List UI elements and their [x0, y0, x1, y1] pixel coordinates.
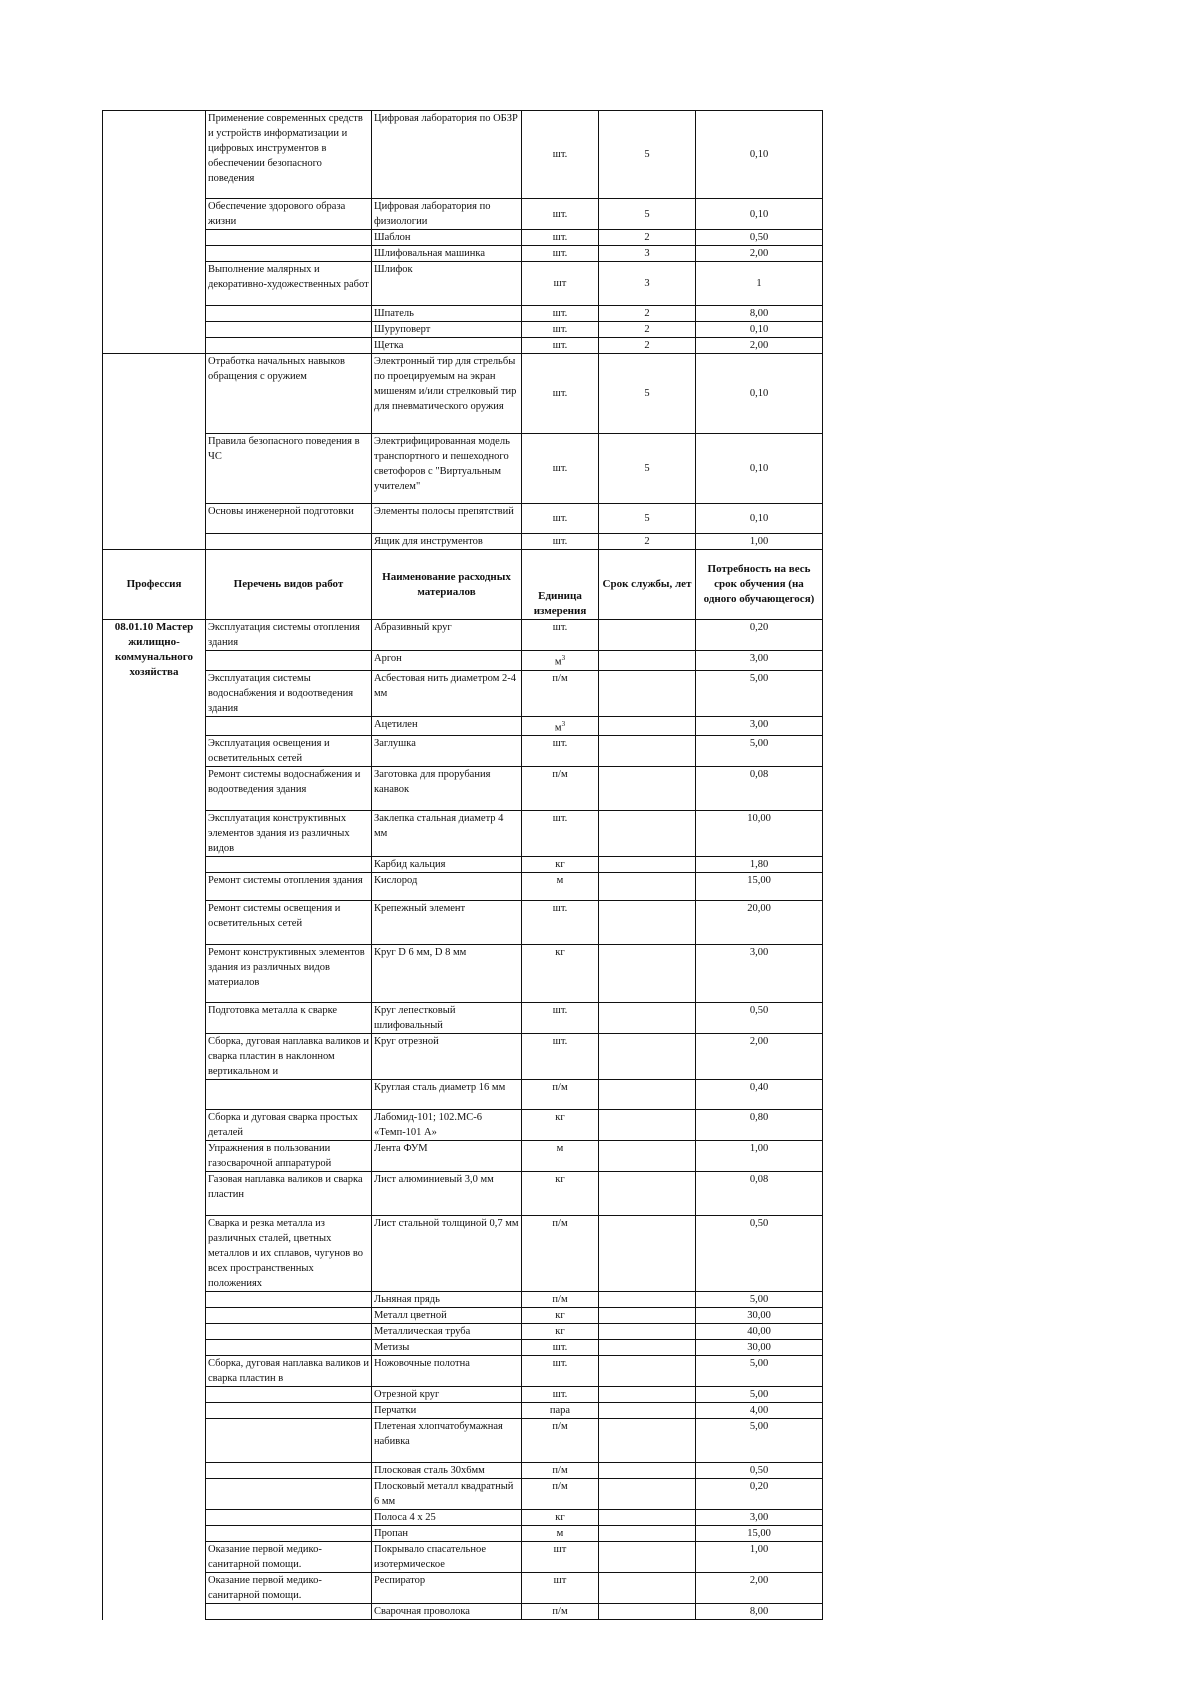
material-cell: Шлифок [372, 262, 522, 306]
unit-cell: шт. [522, 736, 599, 767]
table-row [103, 1356, 823, 1387]
unit-cell: шт. [522, 901, 599, 945]
work-cell [206, 1510, 372, 1526]
work-cell [206, 1419, 372, 1463]
work-cell [206, 1324, 372, 1340]
material-cell: Круг лепестковый шлифовальный [372, 1003, 522, 1034]
material-cell: Респиратор [372, 1573, 522, 1604]
material-cell: Круг D 6 мм, D 8 мм [372, 945, 522, 1003]
life-cell [599, 811, 696, 857]
need-cell: 3,00 [696, 716, 823, 736]
material-cell: Заготовка для прорубания канавок [372, 767, 522, 811]
unit-cell: шт. [522, 199, 599, 230]
material-cell: Металл цветной [372, 1308, 522, 1324]
work-cell: Правила безопасного поведения в ЧС [206, 434, 372, 504]
unit-cell: п/м [522, 1419, 599, 1463]
work-cell: Сборка, дуговая наплавка валиков и сварка пластин в [206, 1356, 372, 1387]
work-cell: Отработка начальных навыков обращения с оружием [206, 354, 372, 434]
need-cell: 1,80 [696, 857, 823, 873]
unit-cell: шт. [522, 246, 599, 262]
header-life: Срок службы, лет [599, 550, 696, 620]
need-cell: 2,00 [696, 338, 823, 354]
unit-cell: шт. [522, 111, 599, 199]
document-page [102, 110, 822, 1620]
life-cell [599, 1573, 696, 1604]
unit-cell: п/м [522, 670, 599, 716]
life-cell [599, 1526, 696, 1542]
need-cell: 2,00 [696, 1034, 823, 1080]
need-cell: 0,50 [696, 1216, 823, 1292]
table-row [103, 1604, 823, 1620]
life-cell [599, 857, 696, 873]
work-cell: Ремонт системы водоснабжения и водоотведения здания [206, 767, 372, 811]
table-row [103, 1172, 823, 1216]
need-cell: 1 [696, 262, 823, 306]
material-cell: Шпатель [372, 306, 522, 322]
table-row [103, 1034, 823, 1080]
table-row [103, 670, 823, 716]
table-row [103, 1463, 823, 1479]
life-cell [599, 1403, 696, 1419]
need-cell: 0,80 [696, 1110, 823, 1141]
table-row [103, 767, 823, 811]
need-cell: 1,00 [696, 1141, 823, 1172]
material-cell: Шлифовальная машинка [372, 246, 522, 262]
life-cell [599, 736, 696, 767]
unit-cell: $м^3$ [522, 651, 599, 671]
unit-cell: шт [522, 1573, 599, 1604]
unit-cell: шт. [522, 620, 599, 651]
material-cell: Карбид кальция [372, 857, 522, 873]
need-cell: 8,00 [696, 306, 823, 322]
material-cell: Полоса 4 х 25 [372, 1510, 522, 1526]
material-cell: Аргон [372, 651, 522, 671]
material-cell: Плетеная хлопчатобумажная набивка [372, 1419, 522, 1463]
material-cell: Лабомид-101; 102.МС-6 «Темп-101 А» [372, 1110, 522, 1141]
life-cell [599, 1463, 696, 1479]
life-cell [599, 901, 696, 945]
work-cell [206, 1604, 372, 1620]
unit-cell: шт. [522, 306, 599, 322]
unit-cell: шт. [522, 1034, 599, 1080]
table-row [103, 945, 823, 1003]
unit-cell: кг [522, 1510, 599, 1526]
material-cell: Заклепка стальная диаметр 4 мм [372, 811, 522, 857]
need-cell: 0,50 [696, 1463, 823, 1479]
unit-cell: шт. [522, 354, 599, 434]
need-cell: 5,00 [696, 736, 823, 767]
need-cell: 3,00 [696, 1510, 823, 1526]
unit-cell: шт. [522, 811, 599, 857]
need-cell: 1,00 [696, 1542, 823, 1573]
work-cell [206, 246, 372, 262]
work-cell: Основы инженерной подготовки [206, 504, 372, 534]
table-row [103, 736, 823, 767]
table-row [103, 620, 823, 651]
unit-cell: кг [522, 1324, 599, 1340]
table-row [103, 1216, 823, 1292]
table-row [103, 306, 823, 322]
material-cell: Цифровая лаборатория по физиологии [372, 199, 522, 230]
life-cell [599, 670, 696, 716]
work-cell [206, 230, 372, 246]
table-row [103, 857, 823, 873]
life-cell [599, 1080, 696, 1110]
unit-cell: п/м [522, 1463, 599, 1479]
unit-cell: п/м [522, 1080, 599, 1110]
work-cell: Сборка, дуговая наплавка валиков и сварка пластин в наклонном вертикальном и [206, 1034, 372, 1080]
life-cell: 3 [599, 262, 696, 306]
table-row [103, 1526, 823, 1542]
life-cell: 5 [599, 354, 696, 434]
need-cell: 1,00 [696, 534, 823, 550]
profession-cell [103, 246, 206, 262]
life-cell: 5 [599, 111, 696, 199]
table-row [103, 1403, 823, 1419]
life-cell [599, 1034, 696, 1080]
table-row [103, 1419, 823, 1463]
need-cell: 30,00 [696, 1340, 823, 1356]
life-cell [599, 1324, 696, 1340]
profession-cell [103, 230, 206, 246]
profession-cell [103, 262, 206, 306]
life-cell [599, 1387, 696, 1403]
need-cell: 0,10 [696, 322, 823, 338]
table-row [103, 534, 823, 550]
unit-cell: п/м [522, 1216, 599, 1292]
material-cell: Электрифицированная модель транспортного и пешеходного светофоров с "Виртуальным учителем" [372, 434, 522, 504]
material-cell: Отрезной круг [372, 1387, 522, 1403]
work-cell [206, 651, 372, 671]
unit-cell: шт. [522, 1003, 599, 1034]
material-cell: Ящик для инструментов [372, 534, 522, 550]
life-cell [599, 1510, 696, 1526]
table-row [103, 1387, 823, 1403]
material-cell: Элементы полосы препятствий [372, 504, 522, 534]
material-cell: Металлическая труба [372, 1324, 522, 1340]
life-cell [599, 1292, 696, 1308]
life-cell [599, 1003, 696, 1034]
work-cell: Применение современных средств и устройств информатизации и цифровых инструментов в обеспечении безопасного поведения [206, 111, 372, 199]
material-cell: Сварочная проволока [372, 1604, 522, 1620]
life-cell: 5 [599, 434, 696, 504]
material-cell: Асбестовая нить диаметром 2-4 мм [372, 670, 522, 716]
profession-cell [103, 534, 206, 550]
table-row [103, 322, 823, 338]
top-section [103, 111, 823, 550]
table-row [103, 1510, 823, 1526]
material-cell: Ацетилен [372, 716, 522, 736]
need-cell: 4,00 [696, 1403, 823, 1419]
material-cell: Лист алюминиевый 3,0 мм [372, 1172, 522, 1216]
need-cell: 0,20 [696, 620, 823, 651]
life-cell [599, 945, 696, 1003]
table-row [103, 873, 823, 901]
material-cell: Круг отрезной [372, 1034, 522, 1080]
table-row [103, 1080, 823, 1110]
table-row [103, 1110, 823, 1141]
work-cell: Сварка и резка металла из различных сталей, цветных металлов и их сплавов, чугунов во всех пространственных положениях [206, 1216, 372, 1292]
table-row [103, 338, 823, 354]
material-cell: Абразивный круг [372, 620, 522, 651]
work-cell [206, 1526, 372, 1542]
need-cell: 15,00 [696, 1526, 823, 1542]
work-cell: Ремонт системы освещения и осветительных сетей [206, 901, 372, 945]
need-cell: 0,08 [696, 1172, 823, 1216]
material-cell: Плосковый металл квадратный 6 мм [372, 1479, 522, 1510]
material-cell: Крепежный элемент [372, 901, 522, 945]
need-cell: 3,00 [696, 651, 823, 671]
table-row [103, 1479, 823, 1510]
table-row [103, 1308, 823, 1324]
unit-cell: кг [522, 1308, 599, 1324]
need-cell: 5,00 [696, 1356, 823, 1387]
work-cell [206, 1340, 372, 1356]
unit-cell: шт. [522, 1356, 599, 1387]
work-cell: Обеспечение здорового образа жизни [206, 199, 372, 230]
work-cell [206, 857, 372, 873]
work-cell: Подготовка металла к сварке [206, 1003, 372, 1034]
profession-cell [103, 504, 206, 534]
life-cell [599, 1340, 696, 1356]
need-cell: 10,00 [696, 811, 823, 857]
unit-cell: шт [522, 1542, 599, 1573]
table-row [103, 811, 823, 857]
header-section [103, 550, 823, 620]
life-cell: 5 [599, 504, 696, 534]
table-row [103, 1141, 823, 1172]
profession-name: 08.01.10 Мастер жилищно-коммунального хозяйства [103, 620, 206, 1620]
unit-cell: м [522, 873, 599, 901]
unit-cell: шт. [522, 322, 599, 338]
material-cell: Лист стальной толщиной 0,7 мм [372, 1216, 522, 1292]
life-cell [599, 1141, 696, 1172]
need-cell: 0,20 [696, 1479, 823, 1510]
need-cell: 0,10 [696, 199, 823, 230]
table-row [103, 199, 823, 230]
unit-cell: шт. [522, 1387, 599, 1403]
work-cell: Оказание первой медико-санитарной помощи. [206, 1573, 372, 1604]
work-cell [206, 1308, 372, 1324]
unit-cell: кг [522, 945, 599, 1003]
need-cell: 0,40 [696, 1080, 823, 1110]
profession-cell [103, 111, 206, 199]
header-unit: Единица измерения [522, 550, 599, 620]
table-row [103, 246, 823, 262]
work-cell [206, 1403, 372, 1419]
material-cell: Кислород [372, 873, 522, 901]
need-cell: 5,00 [696, 1419, 823, 1463]
unit-cell: кг [522, 1110, 599, 1141]
work-cell [206, 306, 372, 322]
work-cell: Эксплуатация конструктивных элементов здания из различных видов [206, 811, 372, 857]
table-row [103, 651, 823, 671]
material-cell: Электронный тир для стрельбы по проецируемым на экран мишеням и/или стрелковый тир для пневматического оружия [372, 354, 522, 434]
header-materials: Наименование расходных материалов [372, 550, 522, 620]
work-cell: Ремонт конструктивных элементов здания из различных видов материалов [206, 945, 372, 1003]
unit-cell: шт. [522, 1340, 599, 1356]
cubic-superscript: 3 [561, 719, 566, 728]
life-cell [599, 1479, 696, 1510]
profession-cell [103, 338, 206, 354]
work-cell [206, 534, 372, 550]
life-cell [599, 651, 696, 671]
unit-cell: п/м [522, 767, 599, 811]
material-cell: Плосковая сталь 30х6мм [372, 1463, 522, 1479]
profession-cell [103, 434, 206, 504]
material-cell: Заглушка [372, 736, 522, 767]
work-cell: Сборка и дуговая сварка простых деталей [206, 1110, 372, 1141]
life-cell [599, 1604, 696, 1620]
life-cell [599, 1308, 696, 1324]
table-row [103, 1340, 823, 1356]
work-cell: Выполнение малярных и декоративно-художественных работ [206, 262, 372, 306]
need-cell: 0,10 [696, 354, 823, 434]
unit-cell: $м^3$ [522, 716, 599, 736]
life-cell [599, 1216, 696, 1292]
unit-cell: шт. [522, 338, 599, 354]
need-cell: 0,10 [696, 504, 823, 534]
life-cell: 2 [599, 322, 696, 338]
work-cell: Упражнения в пользовании газосварочной аппаратурой [206, 1141, 372, 1172]
material-cell: Щетка [372, 338, 522, 354]
unit-cell: шт [522, 262, 599, 306]
need-cell: 0,50 [696, 1003, 823, 1034]
material-cell: Ножовочные полотна [372, 1356, 522, 1387]
material-cell: Метизы [372, 1340, 522, 1356]
material-cell: Льняная прядь [372, 1292, 522, 1308]
unit-cell: п/м [522, 1604, 599, 1620]
profession-cell [103, 354, 206, 434]
table-row [103, 354, 823, 434]
table-row [103, 262, 823, 306]
unit-cell: п/м [522, 1479, 599, 1510]
need-cell: 0,50 [696, 230, 823, 246]
need-cell: 20,00 [696, 901, 823, 945]
need-cell: 2,00 [696, 1573, 823, 1604]
work-cell: Эксплуатация освещения и осветительных сетей [206, 736, 372, 767]
table-row [103, 1542, 823, 1573]
unit-cell: шт. [522, 504, 599, 534]
unit-cell: м [522, 1141, 599, 1172]
work-cell: Эксплуатация системы водоснабжения и водоотведения здания [206, 670, 372, 716]
work-cell [206, 1080, 372, 1110]
work-cell [206, 716, 372, 736]
unit-cell: кг [522, 857, 599, 873]
profession-cell [103, 322, 206, 338]
table-row [103, 504, 823, 534]
unit-cell: шт. [522, 230, 599, 246]
need-cell: 15,00 [696, 873, 823, 901]
material-cell: Покрывало спасательное изотермическое [372, 1542, 522, 1573]
material-cell: Пропан [372, 1526, 522, 1542]
table-row [103, 901, 823, 945]
unit-cell: п/м [522, 1292, 599, 1308]
need-cell: 40,00 [696, 1324, 823, 1340]
table-row [103, 230, 823, 246]
work-cell [206, 1387, 372, 1403]
cubic-superscript: 3 [561, 654, 566, 662]
life-cell [599, 716, 696, 736]
life-cell [599, 1172, 696, 1216]
life-cell: 3 [599, 246, 696, 262]
table-row [103, 111, 823, 199]
unit-cell: шт. [522, 534, 599, 550]
work-cell: Ремонт системы отопления здания [206, 873, 372, 901]
table-row [103, 1324, 823, 1340]
unit-cell: кг [522, 1172, 599, 1216]
need-cell: 8,00 [696, 1604, 823, 1620]
profession-cell [103, 306, 206, 322]
material-cell: Лента ФУМ [372, 1141, 522, 1172]
table-row [103, 434, 823, 504]
need-cell: 0,08 [696, 767, 823, 811]
table-row [103, 1573, 823, 1604]
life-cell: 2 [599, 338, 696, 354]
material-cell: Шуруповерт [372, 322, 522, 338]
work-cell [206, 322, 372, 338]
need-cell: 5,00 [696, 670, 823, 716]
table-row [103, 1003, 823, 1034]
life-cell: 2 [599, 230, 696, 246]
life-cell [599, 1110, 696, 1141]
need-cell: 5,00 [696, 1387, 823, 1403]
life-cell [599, 620, 696, 651]
work-cell [206, 1292, 372, 1308]
need-cell: 30,00 [696, 1308, 823, 1324]
unit-cell: шт. [522, 434, 599, 504]
header-profession: Профессия [103, 550, 206, 620]
unit-cell: м [522, 1526, 599, 1542]
life-cell [599, 1356, 696, 1387]
header-need: Потребность на весь срок обучения (на одного обучающегося) [696, 550, 823, 620]
work-cell [206, 1463, 372, 1479]
need-cell: 2,00 [696, 246, 823, 262]
profession-cell [103, 199, 206, 230]
life-cell [599, 767, 696, 811]
need-cell: 3,00 [696, 945, 823, 1003]
material-cell: Перчатки [372, 1403, 522, 1419]
life-cell [599, 1542, 696, 1573]
life-cell: 5 [599, 199, 696, 230]
bottom-section [103, 620, 823, 1620]
work-cell [206, 338, 372, 354]
need-cell: 5,00 [696, 1292, 823, 1308]
life-cell: 2 [599, 306, 696, 322]
work-cell: Газовая наплавка валиков и сварка пластин [206, 1172, 372, 1216]
unit-cell: пара [522, 1403, 599, 1419]
work-cell [206, 1479, 372, 1510]
table-row [103, 1292, 823, 1308]
header-works: Перечень видов работ [206, 550, 372, 620]
need-cell: 0,10 [696, 434, 823, 504]
table-row [103, 716, 823, 736]
material-cell: Цифровая лаборатория по ОБЗР [372, 111, 522, 199]
work-cell: Эксплуатация системы отопления здания [206, 620, 372, 651]
life-cell: 2 [599, 534, 696, 550]
material-cell: Круглая сталь диаметр 16 мм [372, 1080, 522, 1110]
materials-table [102, 110, 823, 1620]
need-cell: 0,10 [696, 111, 823, 199]
material-cell: Шаблон [372, 230, 522, 246]
work-cell: Оказание первой медико-санитарной помощи. [206, 1542, 372, 1573]
life-cell [599, 1419, 696, 1463]
life-cell [599, 873, 696, 901]
